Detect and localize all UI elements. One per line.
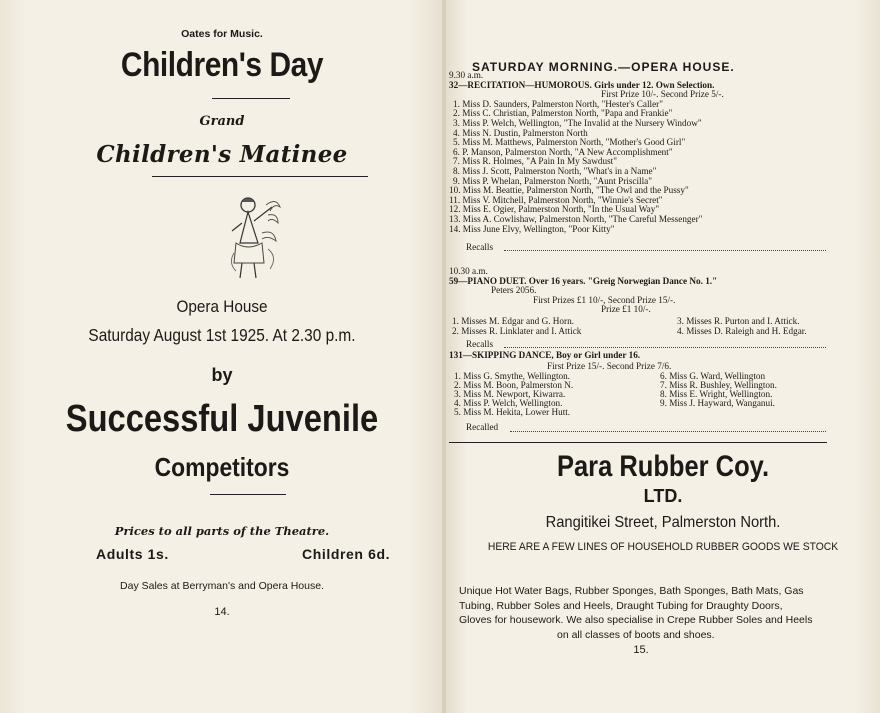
section-recitation <box>449 71 724 234</box>
adults-price: Adults 1s. <box>96 546 169 562</box>
illustration-svg <box>228 193 284 283</box>
venue-text: Opera House <box>176 297 268 316</box>
section-event: 59—PIANO DUET. Over 16 years. "Greig Norwegian Dance No. 1." <box>449 275 718 286</box>
recalls-line <box>504 347 826 348</box>
section-prizes: First Prize 15/-. Second Prize 7/6. <box>547 361 672 371</box>
ad-block <box>446 450 880 554</box>
morning-heading: SATURDAY MORNING.—OPERA HOUSE. <box>472 60 735 74</box>
section-event: 32—RECITATION—HUMOROUS. Girls under 12. Own Selection. <box>449 79 715 90</box>
ad-body-line: Tubing, Rubber Soles and Heels, Draught Tubing for Draughty Doors, <box>459 599 783 612</box>
list-item: 10. Miss M. Beattie, Palmerston North, "The Owl and the Pussy" <box>449 185 689 196</box>
section-event: 131—SKIPPING DANCE, Boy or Girl under 16. <box>449 350 641 360</box>
list-item: 1. Misses M. Edgar and G. Horn. <box>452 316 574 326</box>
ad-body <box>459 584 812 642</box>
recalls-label: Recalls <box>466 339 494 349</box>
section-prizes: First Prize 10/-. Second Prize 5/-. <box>601 89 724 100</box>
day-sales-text: Day Sales at Berryman's and Opera House. <box>120 580 324 592</box>
list-item: 11. Miss V. Mitchell, Palmerston North, "Winnie's Secret" <box>449 194 663 205</box>
ad-ltd: LTD. <box>643 486 683 506</box>
competitors-rule <box>210 494 286 495</box>
date-line: Saturday August 1st 1925. At 2.30 p.m. <box>88 325 356 345</box>
list-item: 6. P. Manson, Palmerston North, "A New Accomplishment" <box>453 146 673 157</box>
recalls-line <box>504 250 826 251</box>
section-time: 9.30 a.m. <box>449 70 484 80</box>
competitors-text: Competitors <box>154 452 290 482</box>
list-item: 8. Miss J. Scott, Palmerston North, "What's in a Name" <box>453 165 657 176</box>
ad-body-line: Unique Hot Water Bags, Rubber Sponges, Bath Sponges, Bath Mats, Gas <box>459 585 804 597</box>
section-time: 10.30 a.m. <box>449 266 488 276</box>
list-item: 4. Miss N. Dustin, Palmerston North <box>453 127 588 138</box>
grand-text: Grand <box>199 114 245 129</box>
list-item: 1. Miss G. Smythe, Wellington. <box>454 371 570 381</box>
list-item: 7. Miss R. Bushley, Wellington. <box>660 380 777 390</box>
list-item: 5. Miss M. Matthews, Palmerston North, "Mother's Good Girl" <box>453 137 686 148</box>
ad-address: Rangitikei Street, Palmerston North. <box>545 514 781 531</box>
list-item: 6. Miss G. Ward, Wellington <box>660 371 766 381</box>
ad-tagline: HERE ARE A FEW LINES OF HOUSEHOLD RUBBER GOODS WE STOCK <box>487 541 839 553</box>
matinee-title: Children's Matinee <box>96 141 348 168</box>
page-number-left: 14. <box>214 606 230 618</box>
section-event-sub: Peters 2056. <box>491 285 537 296</box>
page-number-right: 15. <box>633 644 649 656</box>
section-piano <box>449 267 717 315</box>
matinee-rule <box>152 176 368 177</box>
list-item: 2. Misses R. Linklater and I. Attick <box>452 326 582 336</box>
recalls-label: Recalls <box>466 242 494 252</box>
header-text: Oates for Music. <box>181 28 263 40</box>
ad-body-line: on all classes of boots and shoes. <box>557 628 715 641</box>
list-item: 1. Miss D. Saunders, Palmerston North, "Hester's Caller" <box>453 98 663 109</box>
list-item: 9. Miss P. Whelan, Palmerston North, "Aunt Priscilla" <box>453 175 652 186</box>
ad-body-line: Gloves for housework. We also specialise in Crepe Rubber Soles and Heels <box>459 614 813 626</box>
successful-juvenile: Successful Juvenile <box>65 398 379 440</box>
ad-company-name: Para Rubber Coy. <box>556 450 770 483</box>
list-item: 3. Miss M. Newport, Kiwarra. <box>454 389 566 399</box>
list-item: 4. Misses D. Raleigh and H. Edgar. <box>677 326 807 336</box>
list-item: 2. Miss M. Boon, Palmerston N. <box>454 380 574 390</box>
list-item: 9. Miss J. Hayward, Wanganui. <box>660 398 775 408</box>
child-illustration <box>228 193 284 283</box>
list-item: 4. Miss P. Welch, Wellington. <box>454 398 563 408</box>
list-item: 7. Miss R. Holmes, "A Pain In My Sawdust" <box>453 156 617 167</box>
list-item: 5. Miss M. Hekita, Lower Hutt. <box>454 407 571 417</box>
recalled-label: Recalled <box>466 422 499 432</box>
page-title: Children's Day <box>120 46 324 84</box>
list-item: 12. Miss E. Ogier, Palmerston North, "In the Usual Way" <box>449 204 660 215</box>
title-rule <box>212 98 290 99</box>
by-text: by <box>211 365 233 385</box>
recalled-line <box>510 431 826 432</box>
list-item: 3. Miss P. Welch, Wellington, "The Invalid at the Nursery Window" <box>453 117 702 128</box>
prices-text: Prices to all parts of the Theatre. <box>114 524 330 538</box>
children-price: Children 6d. <box>302 546 391 562</box>
list-item: 3. Misses R. Purton and I. Attick. <box>677 316 800 326</box>
section-prizes-sub: Prize £1 10/-. <box>601 304 651 315</box>
list-item: 8. Miss E. Wright, Wellington. <box>660 389 773 399</box>
list-item: 2. Miss C. Christian, Palmerston North, "Papa and Frankie" <box>453 108 673 119</box>
section-prizes: First Prizes £1 10/-, Second Prize 15/-. <box>533 294 676 305</box>
list-item: 14. Miss June Elvy, Wellington, "Poor Kitty" <box>449 223 615 234</box>
ad-separator <box>449 442 827 443</box>
list-item: 13. Miss A. Cowlishaw, Palmerston North, "The Careful Messenger" <box>449 213 703 224</box>
